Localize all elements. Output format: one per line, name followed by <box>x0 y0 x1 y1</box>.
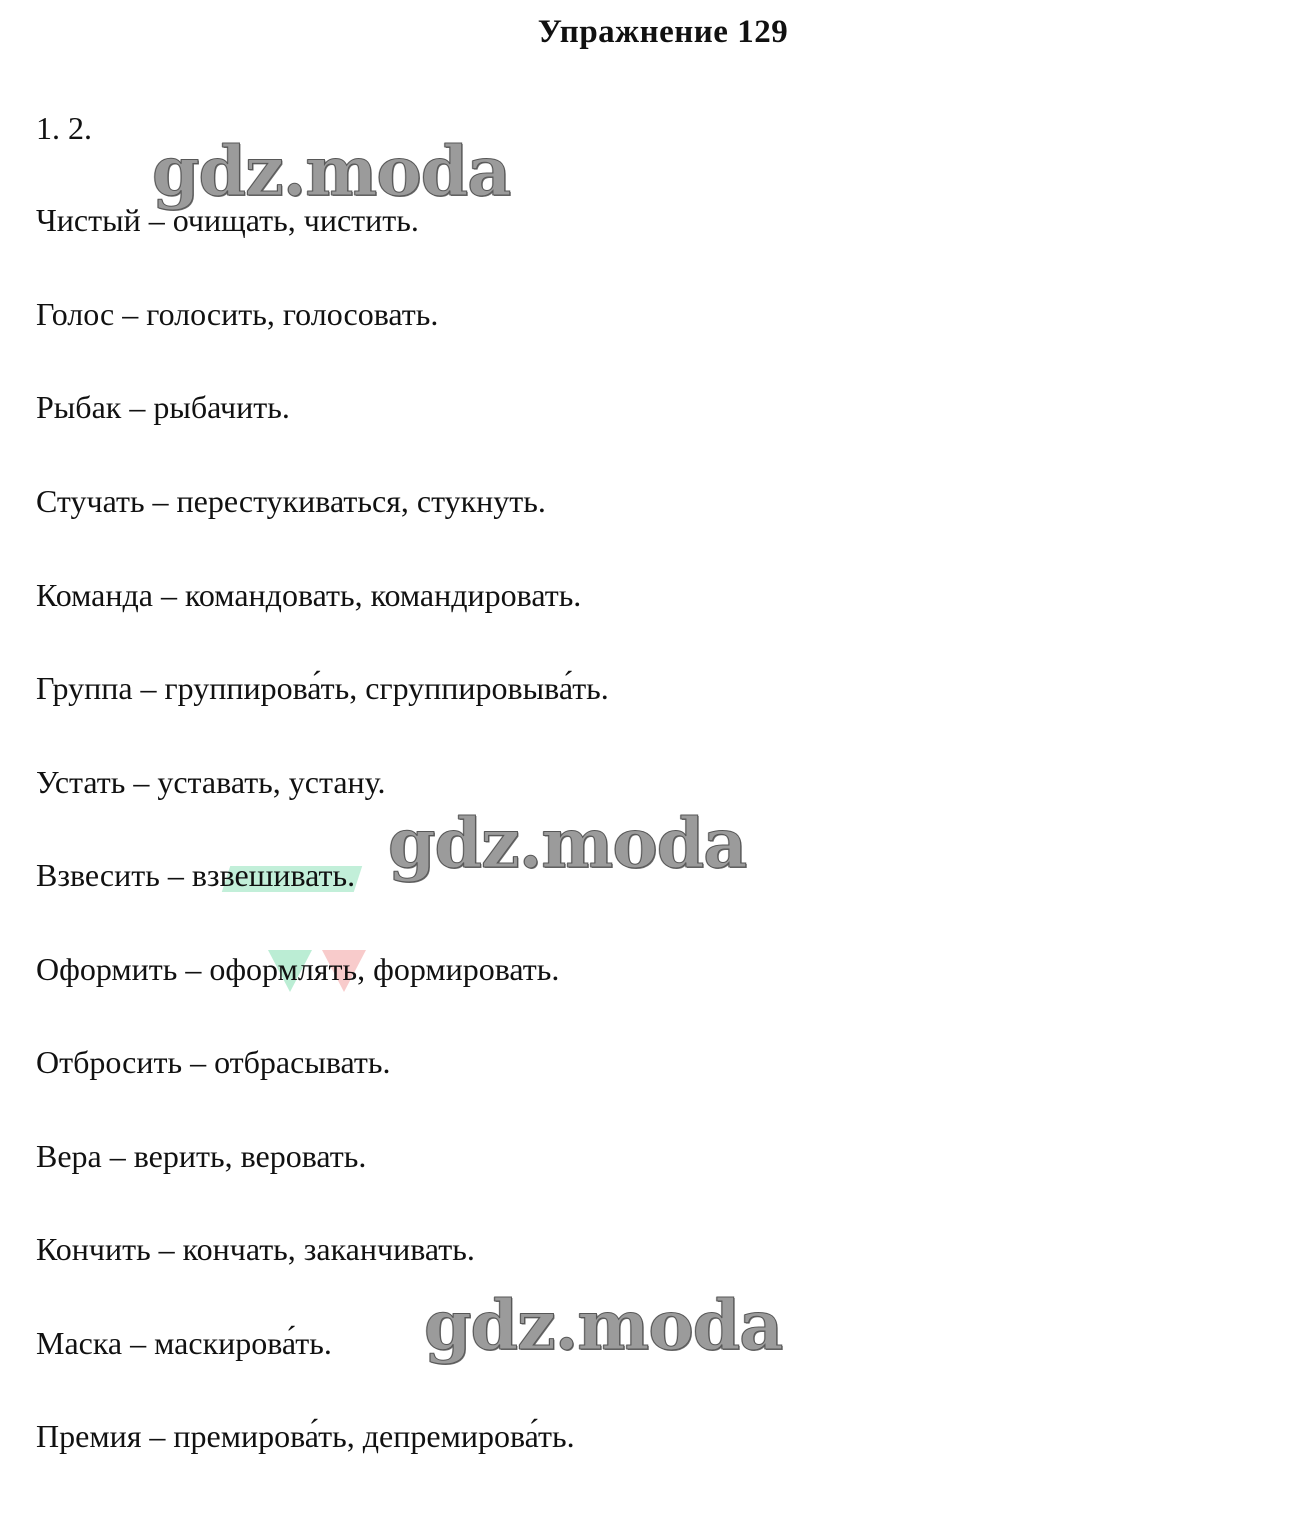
word-line-11: Вера – верить, веровать. <box>36 1138 367 1174</box>
exercise-title: Упражнение 129 <box>537 14 789 50</box>
word-line-9: Оформить – оформлять, формировать. <box>36 951 560 987</box>
word-line-2: Голос – голосить, голосовать. <box>36 296 439 332</box>
word-line-13: Маска – маскирова́ть. <box>36 1325 332 1361</box>
word-line-4: Стучать – перестукиваться, стукнуть. <box>36 483 546 519</box>
word-line-3: Рыбак – рыбачить. <box>36 389 290 425</box>
word-line-6: Группа – группирова́ть, сгруппировыва́ть. <box>36 670 609 706</box>
word-line-7: Устать – уставать, устану. <box>36 764 386 800</box>
watermark-logo-1: gdz.moda <box>152 132 511 212</box>
watermark-logo-3: gdz.moda <box>424 1286 783 1366</box>
watermark-logo-2: gdz.moda <box>388 804 747 884</box>
section-number: 1. 2. <box>36 110 92 146</box>
word-line-10: Отбросить – отбрасывать. <box>36 1044 391 1080</box>
word-line-1: Чистый – очищать, чистить. <box>36 202 419 238</box>
word-line-12: Кончить – кончать, заканчивать. <box>36 1231 475 1267</box>
word-line-8: Взвесить – взвешивать. <box>36 857 356 893</box>
word-line-14: Премия – премирова́ть, депремирова́ть. <box>36 1418 575 1454</box>
word-line-5: Команда – командовать, командировать. <box>36 577 582 613</box>
